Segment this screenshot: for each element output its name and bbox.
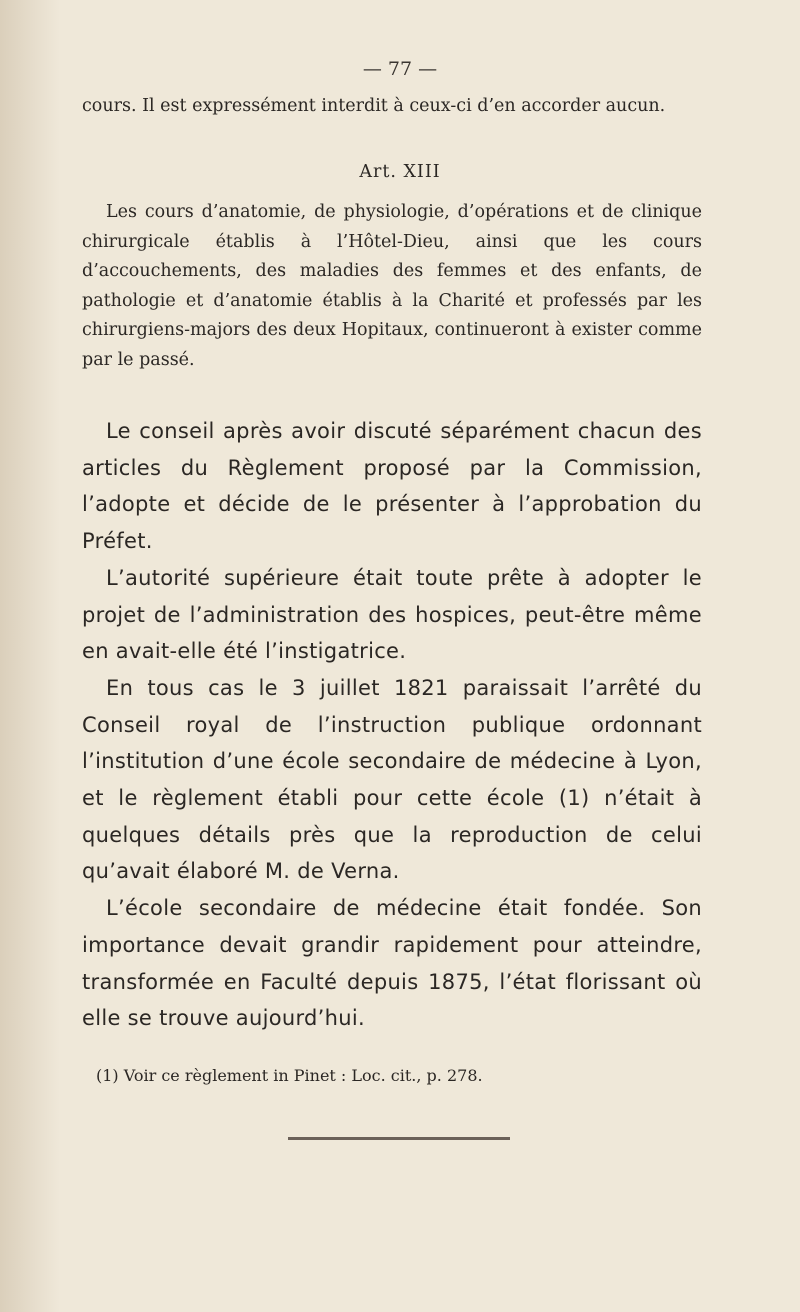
article-paragraph-block (82, 198, 702, 375)
end-rule (288, 1137, 510, 1140)
body-paragraph-1: Le conseil après avoir discuté séparément chacun des articles du Règlement proposé par la Commission, l’adopte et décide de le présenter à l’approbation du Préfet. (82, 419, 702, 554)
intro-paragraph-block (82, 92, 702, 122)
page-edge-stain (0, 0, 60, 1312)
page-number: — 77 — (362, 58, 438, 80)
article-heading: Art. XIII (359, 162, 441, 182)
body-paragraph-2: L’autorité supérieure était toute prête à adopter le projet de l’administration des hospices, peut-être même en avait-elle été l’instigatrice. (82, 565, 702, 664)
body-paragraph-3: En tous cas le 3 juillet 1821 paraissait l’arrêté du Conseil royal de l’instruction publique ordonnant l’institution d’une école secondaire de médecine à Lyon, et le règlement établi pour cette école (1) n’était à quelques détails près que la reproduction de celui qu’avait élaboré M. de Verna. (82, 675, 702, 884)
footnote: (1) Voir ce règlement in Pinet : Loc. cit., p. 278. (96, 1066, 483, 1085)
article-paragraph: Les cours d’anatomie, de physiologie, d’opérations et de clinique chirurgicale établis à l’Hôtel-Dieu, ainsi que les cours d’accouchements, des maladies des femmes et des enfants, de pathologie et d’anatomie établis à la Charité et professés par les chirurgiens-majors des deux Hopitaux, continueront à exister comme par le passé. (82, 202, 702, 370)
intro-paragraph: cours. Il est expressément interdit à ceux-ci d’en accorder aucun. (82, 96, 666, 116)
body-text (82, 413, 702, 1037)
body-paragraph-4: L’école secondaire de médecine était fondée. Son importance devait grandir rapidement pour atteindre, transformée en Faculté depuis 1875, l’état florissant où elle se trouve aujourd’hui. (82, 896, 702, 1031)
